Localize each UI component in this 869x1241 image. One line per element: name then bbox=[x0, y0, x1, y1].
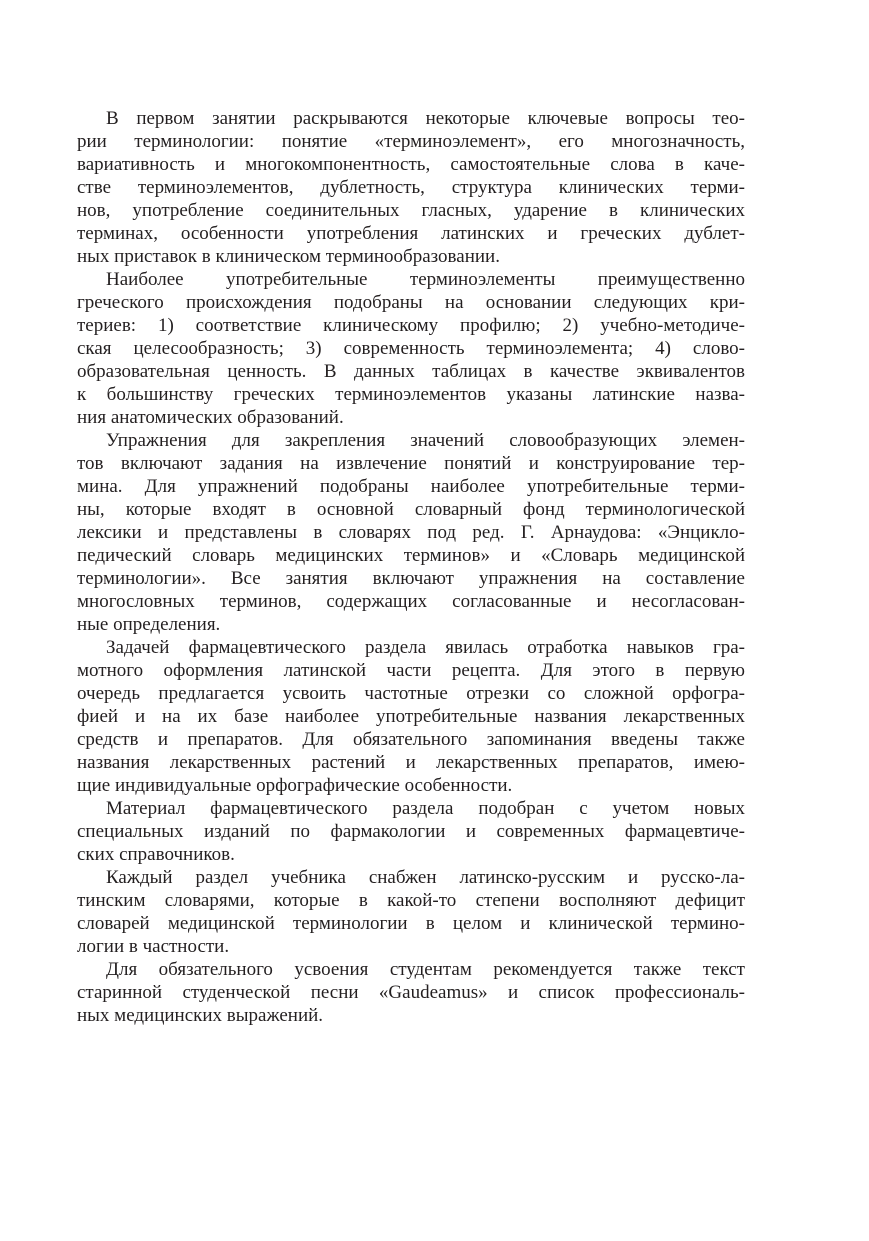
text-line: стве терминоэлементов, дублетность, структура клинических терми- bbox=[77, 177, 745, 198]
text-line: специальных изданий по фармакологии и современных фармацевтиче- bbox=[77, 821, 745, 842]
paragraph-7 bbox=[77, 958, 745, 1027]
text-line: названия лекарственных растений и лекарственных препаратов, имею- bbox=[77, 752, 745, 773]
text-line: ния анатомических образований. bbox=[77, 407, 344, 428]
text-line: рии терминологии: понятие «терминоэлемент», его многозначность, bbox=[77, 131, 745, 152]
text-line: тинским словарями, которые в какой-то степени восполняют дефицит bbox=[77, 890, 745, 911]
text-line: ные определения. bbox=[77, 614, 221, 635]
text-line: лексики и представлены в словарях под ред. Г. Арнаудова: «Энцикло- bbox=[77, 522, 745, 543]
text-line: ны, которые входят в основной словарный фонд терминологической bbox=[77, 499, 745, 520]
text-line: ских справочников. bbox=[77, 844, 235, 865]
paragraph-4 bbox=[77, 636, 745, 797]
paragraph-1 bbox=[77, 107, 745, 268]
text-line: ных приставок в клиническом терминообразовании. bbox=[77, 246, 500, 267]
text-line: средств и препаратов. Для обязательного запоминания введены также bbox=[77, 729, 745, 750]
text-line: словарей медицинской терминологии в целом и клинической термино- bbox=[77, 913, 745, 934]
text-line: Наиболее употребительные терминоэлементы преимущественно bbox=[106, 269, 745, 290]
text-line: Для обязательного усвоения студентам рекомендуется также текст bbox=[106, 959, 745, 980]
text-line: ская целесообразность; 3) современность терминоэлемента; 4) слово- bbox=[77, 338, 745, 359]
text-line: вариативность и многокомпонентность, самостоятельные слова в каче- bbox=[77, 154, 745, 175]
paragraph-3 bbox=[77, 429, 745, 636]
text-line: греческого происхождения подобраны на основании следующих кри- bbox=[77, 292, 745, 313]
text-line: териев: 1) соответствие клиническому профилю; 2) учебно-методиче- bbox=[77, 315, 745, 336]
text-line: фией и на их базе наиболее употребительные названия лекарственных bbox=[77, 706, 745, 727]
text-line: очередь предлагается усвоить частотные отрезки со сложной орфогра- bbox=[77, 683, 745, 704]
text-line: педический словарь медицинских терминов» и «Словарь медицинской bbox=[77, 545, 745, 566]
text-line: В первом занятии раскрываются некоторые ключевые вопросы тео- bbox=[106, 108, 745, 129]
text-line: терминах, особенности употребления латинских и греческих дублет- bbox=[77, 223, 745, 244]
page-body bbox=[77, 107, 745, 1027]
paragraph-5 bbox=[77, 797, 745, 866]
text-line: к большинству греческих терминоэлементов указаны латинские назва- bbox=[77, 384, 745, 405]
text-line: старинной студенческой песни «Gaudeamus» и список профессиональ- bbox=[77, 982, 745, 1003]
text-line: мотного оформления латинской части рецепта. Для этого в первую bbox=[77, 660, 745, 681]
text-line: ных медицинских выражений. bbox=[77, 1005, 324, 1026]
text-line: тов включают задания на извлечение понятий и конструирование тер- bbox=[77, 453, 745, 474]
text-line: Упражнения для закрепления значений словообразующих элемен- bbox=[106, 430, 745, 451]
text-line: Каждый раздел учебника снабжен латинско-русским и русско-ла- bbox=[106, 867, 745, 888]
text-line: нов, употребление соединительных гласных, ударение в клинических bbox=[77, 200, 745, 221]
text-line: многословных терминов, содержащих согласованные и несогласован- bbox=[77, 591, 745, 612]
text-line: мина. Для упражнений подобраны наиболее употребительные терми- bbox=[77, 476, 745, 497]
text-line: Материал фармацевтического раздела подобран с учетом новых bbox=[106, 798, 745, 819]
text-line: терминологии». Все занятия включают упражнения на составление bbox=[77, 568, 745, 589]
paragraph-2 bbox=[77, 268, 745, 429]
text-line: Задачей фармацевтического раздела явилась отработка навыков гра- bbox=[106, 637, 745, 658]
text-line: щие индивидуальные орфографические особенности. bbox=[77, 775, 513, 796]
paragraph-6 bbox=[77, 866, 745, 958]
text-line: образовательная ценность. В данных таблицах в качестве эквивалентов bbox=[77, 361, 745, 382]
text-line: логии в частности. bbox=[77, 936, 230, 957]
